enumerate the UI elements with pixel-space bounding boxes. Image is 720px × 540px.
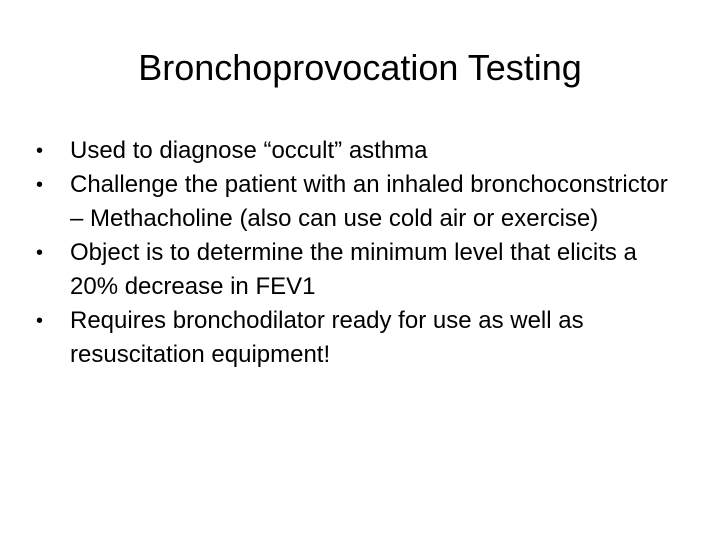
slide-title: Bronchoprovocation Testing xyxy=(138,47,582,88)
bullet-dot-icon: • xyxy=(36,310,44,332)
bullet-dot-icon: • xyxy=(36,174,44,196)
bullet-text: Challenge the patient with an inhaled bronchoconstrictor – Methacholine (also can use cold air or exercise) xyxy=(70,171,668,232)
bullet-text: Object is to determine the minimum level that elicits a 20% decrease in FEV1 xyxy=(70,239,637,300)
bullet-text: Used to diagnose “occult” asthma xyxy=(70,137,428,164)
bullet-item xyxy=(36,236,686,304)
bullet-text: Requires bronchodilator ready for use as well as resuscitation equipment! xyxy=(70,307,584,368)
bullet-item xyxy=(36,134,686,168)
bullet-list xyxy=(36,134,686,372)
bullet-dot-icon: • xyxy=(36,242,44,264)
bullet-dot-icon: • xyxy=(36,140,44,162)
bullet-item xyxy=(36,304,686,372)
bullet-item xyxy=(36,168,686,236)
